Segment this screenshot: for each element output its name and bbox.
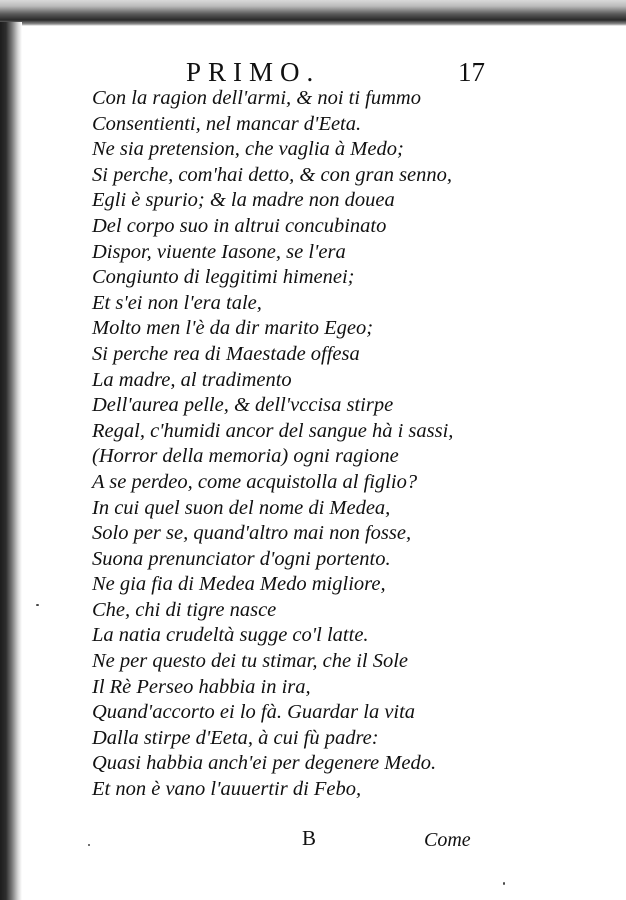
verse-line: Del corpo suo in altrui concubinato <box>92 214 387 237</box>
verse-line: (Horror della memoria) ogni ragione <box>92 445 399 468</box>
verse-line: Ne sia pretension, che vaglia à Medo; <box>92 138 404 161</box>
verse-line: Regal, c'humidi ancor del sangue hà i sassi, <box>92 419 454 442</box>
verse-line: Dalla stirpe d'Eeta, à cui fù padre: <box>92 726 379 749</box>
verse-line: La madre, al tradimento <box>92 368 292 391</box>
verse-line: La natia crudeltà sugge co'l latte. <box>92 624 369 647</box>
paper-speck <box>88 844 90 846</box>
verse-line: Ne gia fia di Medea Medo migliore, <box>92 573 386 596</box>
page-number: 17 <box>458 57 485 87</box>
verse-line: Consentienti, nel mancar d'Eeta. <box>92 112 362 135</box>
verse-line: Con la ragion dell'armi, & noi ti fummo <box>92 87 421 109</box>
verse-line: Quand'accorto ei lo fà. Guardar la vita <box>92 701 416 724</box>
verse-line: A se perdeo, come acquistolla al figlio? <box>92 470 418 493</box>
verse-line: Dell'aurea pelle, & dell'vccisa stirpe <box>92 394 394 417</box>
verse-line: Che, chi di tigre nasce <box>92 598 277 621</box>
verse-line: Si perche, com'hai detto, & con gran senno, <box>92 163 453 186</box>
verse-line: Ne per questo dei tu stimar, che il Sole <box>92 650 408 673</box>
verse-line: Suona prenunciator d'ogni portento. <box>92 547 391 570</box>
verse-line: Molto men l'è da dir marito Egeo; <box>92 317 374 340</box>
verse-line: Dispor, viuente Iasone, se l'era <box>92 240 346 263</box>
verse-line: Et s'ei non l'era tale, <box>92 291 262 314</box>
verse-line: Solo per se, quand'altro mai non fosse, <box>92 522 412 545</box>
verse-line: Quasi habbia anch'ei per degenere Medo. <box>92 752 437 775</box>
verse-line: Il Rè Perseo habbia in ira, <box>92 675 311 698</box>
paper-speck <box>36 604 39 606</box>
verse-line: Si perche rea di Maestade offesa <box>92 342 360 365</box>
verse-line: Et non è vano l'auuertir di Febo, <box>92 778 362 801</box>
catchword: Come <box>424 829 471 851</box>
paper-speck <box>503 882 505 885</box>
verse-text <box>92 86 612 803</box>
verse-line: Egli è spurio; & la madre non douea <box>92 189 395 212</box>
running-head: PRIMO. <box>186 57 321 87</box>
binding-shadow <box>0 22 22 900</box>
signature-mark: B <box>302 826 317 850</box>
verse-line: Congiunto di leggitimi himenei; <box>92 266 355 289</box>
page-top-edge <box>0 0 626 26</box>
verse-line: In cui quel suon del nome di Medea, <box>92 496 391 519</box>
